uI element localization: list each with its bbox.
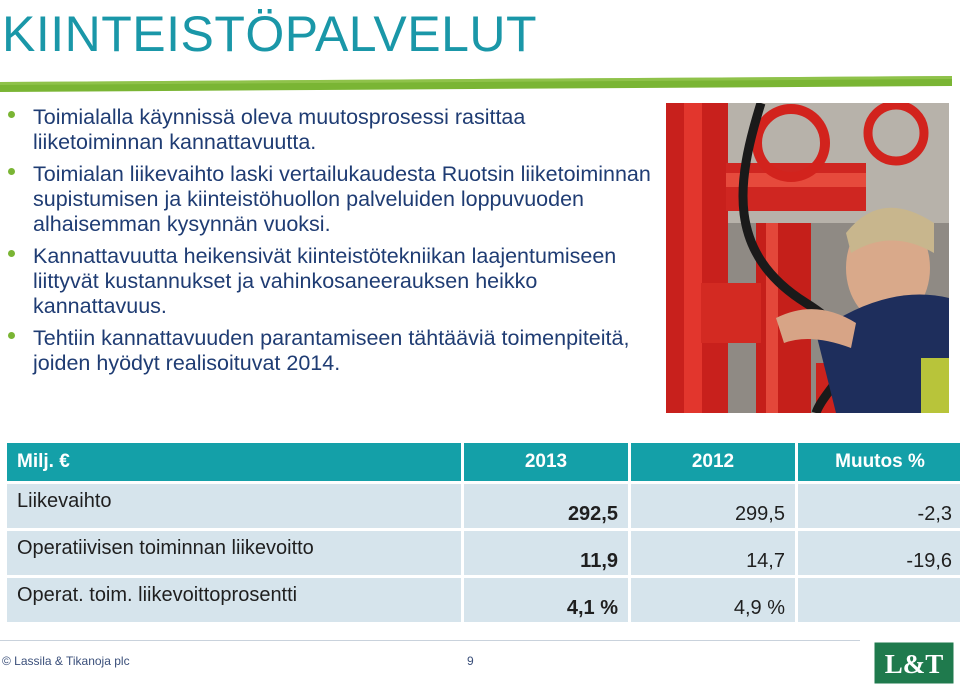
table-cell: Liikevaihto — [7, 484, 461, 528]
footer-copyright: © Lassila & Tikanoja plc — [2, 654, 130, 668]
table-cell: 4,1 % — [464, 578, 628, 622]
table-cell: 292,5 — [464, 484, 628, 528]
table-cell: Operat. toim. liikevoittoprosentti — [7, 578, 461, 622]
footer-divider — [0, 640, 860, 641]
table-row — [7, 484, 960, 528]
table-header-cell: 2012 — [631, 443, 795, 481]
table-cell: -19,6 — [798, 531, 960, 575]
bullet-text: Toimialalla käynnissä oleva muutosprosessi rasittaa liiketoiminnan kannattavuutta. — [33, 105, 526, 154]
bullet-text: Tehtiin kannattavuuden parantamiseen tähtääviä toimenpiteitä, joiden hyödyt realisoituvat 2014. — [33, 326, 630, 375]
table-header-cell: Muutos % — [798, 443, 960, 481]
bullet-list — [8, 105, 658, 383]
bullet-dot-icon — [8, 332, 15, 339]
page-title: KIINTEISTÖPALVELUT — [2, 6, 538, 62]
table-header-cell: Milj. € — [7, 443, 461, 481]
table-row — [7, 531, 960, 575]
bullet-text: Kannattavuutta heikensivät kiinteistötekniikan laajentumiseen liittyvät kustannukset ja vahinkosaneerauksen heikko kannattavuus. — [33, 244, 617, 318]
table-cell: 4,9 % — [631, 578, 795, 622]
logo-text: L&T — [884, 649, 944, 679]
worker-with-red-valves-photo — [666, 103, 949, 413]
table-cell: 11,9 — [464, 531, 628, 575]
bullet-dot-icon — [8, 168, 15, 175]
financial-table — [4, 440, 960, 625]
table-header-row — [7, 443, 960, 481]
bullet-dot-icon — [8, 111, 15, 118]
table-cell: Operatiivisen toiminnan liikevoitto — [7, 531, 461, 575]
bullet-dot-icon — [8, 250, 15, 257]
table-cell — [798, 578, 960, 622]
accent-bar — [0, 74, 952, 94]
table-cell: -2,3 — [798, 484, 960, 528]
lt-logo-icon — [874, 642, 954, 684]
table-row — [7, 578, 960, 622]
bullet-item — [8, 244, 658, 319]
table-header-cell: 2013 — [464, 443, 628, 481]
bullet-item — [8, 162, 658, 237]
table-cell: 14,7 — [631, 531, 795, 575]
bullet-text: Toimialan liikevaihto laski vertailukaudesta Ruotsin liiketoiminnan supistumisen ja kiinteistöhuollon palveluiden loppuvuoden alhaisemman kysynnän vuoksi. — [33, 162, 651, 236]
table-cell: 299,5 — [631, 484, 795, 528]
page-number: 9 — [467, 654, 474, 668]
bullet-item — [8, 326, 658, 376]
bullet-item — [8, 105, 658, 155]
